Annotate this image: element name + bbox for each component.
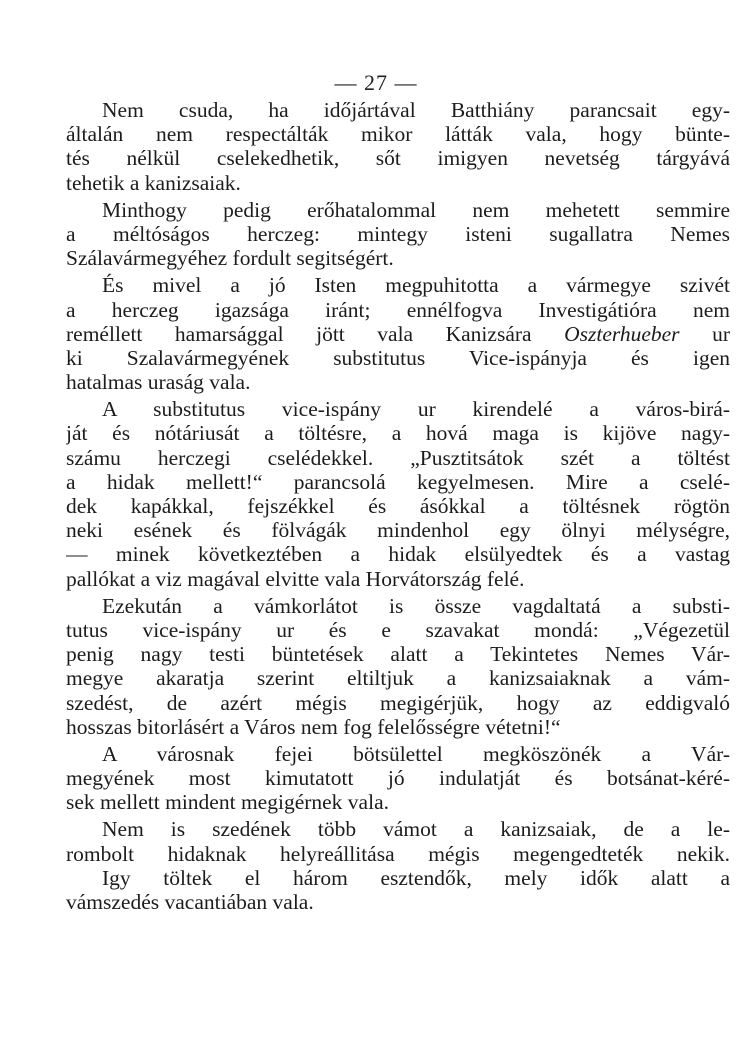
text-line: ki Szalavármegyének substitutus Vice-ispányja és igen (66, 345, 730, 370)
text-line: vámszedés vacantiában vala. (66, 890, 314, 914)
text-line: sek mellett mindent megigérnek vala. (66, 790, 389, 815)
paragraph (66, 866, 730, 914)
italic-name: Oszterhueber (564, 321, 680, 346)
text-line: pallókat a viz magával elvitte vala Horvátország felé. (66, 566, 525, 591)
text-line: megyének most kimutatott jó indulatját és botsánat-kéré- (66, 766, 730, 791)
text-line: számu herczegi cselédekkel. „Pusztitsátok szét a töltést (66, 445, 730, 470)
text-line: tés nélkül cselekedhetik, sőt imigyen nevetség tárgyává (66, 146, 730, 171)
text-line: És mivel a jó Isten megpuhitotta a vármegye szivét (102, 273, 730, 298)
paragraph (66, 198, 730, 271)
text-line: rombolt hidaknak helyreállitása mégis megengedteték nekik. (66, 841, 730, 866)
text-line: Minthogy pedig erőhatalommal nem mehetett semmire (102, 197, 730, 222)
text-line: penig nagy testi büntetések alatt a Tekintetes Nemes Vár- (66, 642, 730, 667)
body-text (66, 98, 730, 914)
text-line: Szálavármegyéhez fordult segitségért. (66, 246, 394, 271)
text-line-end: ur (712, 321, 730, 346)
paragraph (66, 273, 730, 394)
text-line: a méltóságos herczeg: mintegy isteni sugallatra Nemes (66, 221, 730, 246)
text-line: megye akaratja szerint eltiltjuk a kanizsaiaknak a vám- (66, 666, 730, 691)
paragraph (66, 817, 730, 865)
text-line: A városnak fejei bötsülettel megköszönék a Vár- (102, 741, 730, 766)
text-line: tutus vice-ispány ur és e szavakat mondá: „Végezetül (66, 617, 730, 642)
text-line: neki esének és fölvágák mindenhol egy ölnyi mélységre, (66, 518, 730, 543)
text-line: a herczeg igazsága iránt; ennélfogva Investigátióra nem (66, 297, 730, 322)
page-number: — 27 — (334, 70, 418, 95)
text-line: dek kapákkal, fejszékkel és ásókkal a töltésnek rögtön (66, 494, 730, 518)
text-line: szedést, de azért mégis megigérjük, hogy az eddigvaló (66, 690, 730, 715)
text-line: Nem is szedének több vámot a kanizsaiak, de a le- (102, 817, 730, 842)
text-line: A substitutus vice-ispány ur kirendelé a város-birá- (102, 397, 730, 422)
text-line: hosszas bitorlásért a Város nem fog felelősségre vétetni!“ (66, 714, 561, 739)
text-line: Nem csuda, ha időjártával Batthiány parancsait egy- (102, 98, 730, 122)
paragraph (66, 98, 730, 195)
text-line: tehetik a kanizsaiak. (66, 170, 241, 195)
text-line: a hidak mellett!“ parancsolá kegyelmesen. Mire a cselé- (66, 469, 730, 494)
text-line (66, 322, 730, 346)
text-line: Igy töltek el három esztendők, mely idők alatt a (102, 865, 730, 890)
text-line: általán nem respectálták mikor látták vala, hogy bünte- (66, 122, 730, 147)
text-line: Ezekután a vámkorlátot is össze vagdaltatá a substi- (102, 593, 730, 618)
text-line: hatalmas uraság vala. (66, 370, 251, 395)
text-line: ját és nótáriusát a töltésre, a hová maga is kijöve nagy- (66, 421, 730, 446)
text-line-start: reméllett hamarsággal jött vala Kanizsára (66, 321, 532, 346)
paragraph (66, 397, 730, 591)
paragraph (66, 594, 730, 739)
paragraph (66, 742, 730, 815)
text-line: — minek következtében a hidak elsülyedtek és a vastag (66, 542, 730, 567)
